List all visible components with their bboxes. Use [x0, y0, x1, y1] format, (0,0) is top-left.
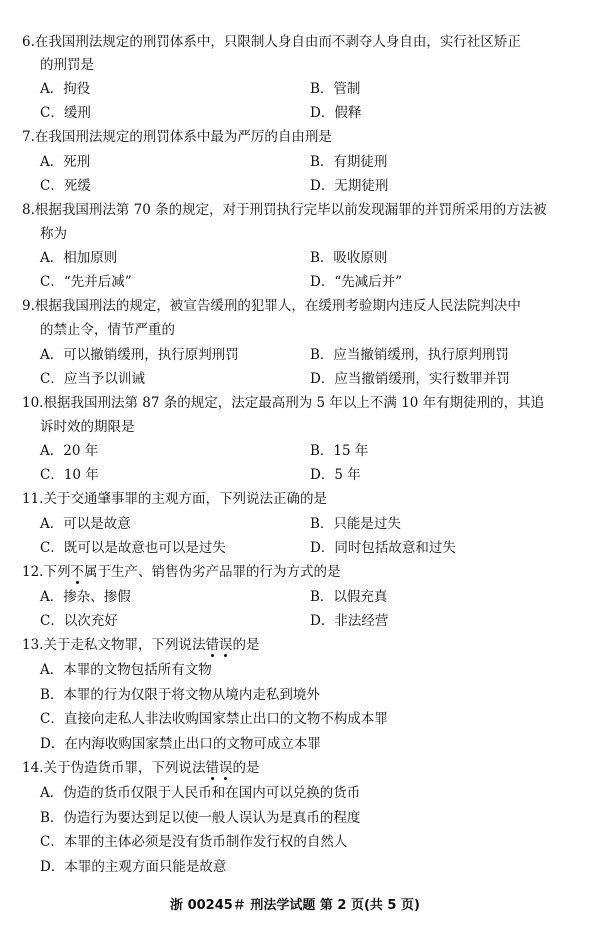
- option-d: D．在内海收购国家禁止出口的文物可成立本罪: [40, 736, 321, 752]
- page-footer: 浙 00245＃ 刑法学试题 第 2 页(共 5 页): [170, 898, 420, 913]
- option-a: A．相加原则: [40, 250, 118, 266]
- question-14: [22, 759, 582, 777]
- option-a: A．20 年: [40, 443, 99, 459]
- question-8: [22, 201, 582, 219]
- option-c: C．本罪的主体必须是没有货币制作发行权的自然人: [40, 834, 348, 850]
- question-text-continued: 称为: [40, 226, 67, 242]
- option-a: A．伪造的货币仅限于人民币和在国内可以兑换的货币: [40, 785, 361, 801]
- question-7: [22, 128, 582, 146]
- option-c: C．“先并后减”: [40, 274, 132, 290]
- option-c: C．应当予以训诫: [40, 371, 145, 387]
- question-number: 10.: [22, 395, 44, 411]
- question-text-continued: 诉时效的期限是: [40, 419, 135, 435]
- question-number: 13.: [22, 637, 44, 653]
- question-11: [22, 490, 582, 508]
- option-b: B．吸收原则: [310, 250, 388, 266]
- option-a: A．可以撤销缓刑，执行原判刑罚: [40, 347, 239, 363]
- option-c: C．10 年: [40, 467, 99, 483]
- option-b: B．以假充真: [310, 589, 388, 605]
- option-b: B．管制: [310, 81, 361, 97]
- question-number: 14.: [22, 760, 44, 776]
- option-c: C．既可以是故意也可以是过失: [40, 540, 226, 556]
- option-c: C．缓刑: [40, 105, 91, 121]
- option-a: A．本罪的文物包括所有文物: [40, 662, 212, 678]
- question-text: 在我国刑法规定的刑罚体系中最为严厉的自由刑是: [34, 129, 332, 145]
- option-d: D．应当撤销缓刑，实行数罪并罚: [310, 371, 510, 387]
- question-number: 8.: [22, 202, 35, 218]
- question-text: 根据我国刑法第 87 条的规定，法定最高刑为 5 年以上不满 10 年有期徒刑的，其追: [43, 395, 545, 411]
- question-text-continued: 的禁止令，情节严重的: [40, 322, 175, 338]
- option-a: A．死刑: [40, 154, 91, 170]
- question-10: [22, 394, 582, 412]
- option-c: C．以次充好: [40, 613, 118, 629]
- option-d: D．非法经营: [310, 613, 389, 629]
- option-a: A．掺杂、掺假: [40, 589, 131, 605]
- question-number: 11.: [22, 491, 44, 507]
- option-b: B．15 年: [310, 443, 369, 459]
- option-b: B．有期徒刑: [310, 154, 388, 170]
- question-number: 6.: [22, 34, 35, 50]
- option-b: B．本罪的行为仅限于将文物从境内走私到境外: [40, 687, 320, 703]
- question-text: 根据我国刑法的规定，被宣告缓刑的犯罪人，在缓刑考验期内违反人民法院判决中: [34, 298, 521, 314]
- option-c: C．直接向走私人非法收购国家禁止出口的文物不构成本罪: [40, 711, 388, 727]
- option-d: D．“先减后并”: [310, 274, 403, 290]
- question-number: 12.: [22, 564, 44, 580]
- question-6: [22, 33, 582, 51]
- option-d: D．5 年: [310, 467, 361, 483]
- question-text-continued: 的刑罚是: [40, 57, 94, 73]
- question-text: 关于交通肇事罪的主观方面，下列说法正确的是: [43, 491, 327, 507]
- question-13: [22, 636, 582, 654]
- option-b: B．伪造行为要达到足以使一般人误认为是真币的程度: [40, 810, 361, 826]
- question-9: [22, 297, 582, 315]
- question-number: 7.: [22, 129, 35, 145]
- option-d: D．同时包括故意和过失: [310, 540, 456, 556]
- question-12: [22, 563, 582, 581]
- question-text: 下列不属于生产、销售伪劣产品罪的行为方式的是: [43, 564, 341, 580]
- question-text: 根据我国刑法第 70 条的规定，对于刑罚执行完毕以前发现漏罪的并罚所采用的方法被: [34, 202, 547, 218]
- option-d: D．假释: [310, 105, 362, 121]
- option-d: D．本罪的主观方面只能是故意: [40, 859, 227, 875]
- question-number: 9.: [22, 298, 35, 314]
- option-b: B．应当撤销缓刑，执行原判刑罚: [310, 347, 509, 363]
- question-text: 关于伪造货币罪，下列说法错误的是: [43, 760, 260, 776]
- option-a: A．拘役: [40, 81, 91, 97]
- option-c: C．死缓: [40, 178, 91, 194]
- option-d: D．无期徒刑: [310, 178, 389, 194]
- question-text: 在我国刑法规定的刑罚体系中，只限制人身自由而不剥夺人身自由，实行社区矫正: [34, 34, 521, 50]
- question-text: 关于走私文物罪，下列说法错误的是: [43, 637, 260, 653]
- option-a: A．可以是故意: [40, 516, 131, 532]
- option-b: B．只能是过失: [310, 516, 401, 532]
